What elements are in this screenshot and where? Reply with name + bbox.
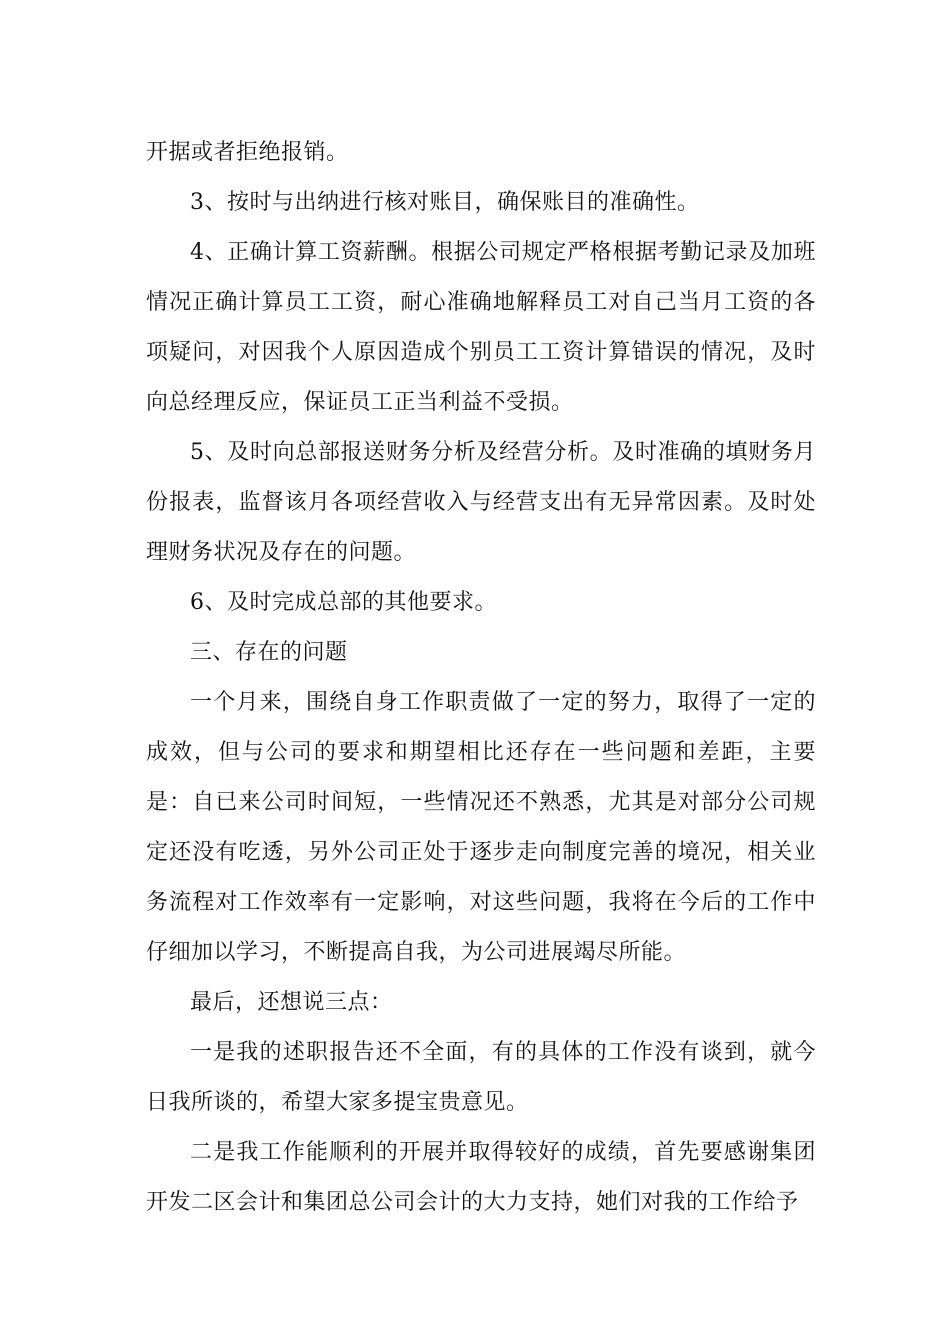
paragraph: 4、正确计算工资薪酬。根据公司规定严格根据考勤记录及加班情况正确计算员工工资，耐心准确地解释员工对自己当月工资的各项疑问，对因我个人原因造成个别员工工资计算错误的情况，及时向总经理反应，保证员工正当利益不受损。 — [146, 240, 816, 415]
paragraph: 二是我工作能顺利的开展并取得较好的成绩，首先要感谢集团开发二区会计和集团总公司会计的大力支持，她们对我的工作给予 — [146, 1140, 816, 1215]
document-body — [146, 128, 816, 1228]
paragraph: 开据或者拒绝报销。 — [146, 140, 349, 165]
paragraph: 5、及时向总部报送财务分析及经营分析。及时准确的填财务月份报表，监督该月各项经营收入与经营支出有无异常因素。及时处理财务状况及存在的问题。 — [146, 440, 816, 565]
section-heading: 三、存在的问题 — [190, 640, 348, 665]
paragraph: 3、按时与出纳进行核对账目，确保账目的准确性。 — [190, 190, 700, 215]
paragraph: 一个月来，围绕自身工作职责做了一定的努力，取得了一定的成效，但与公司的要求和期望相比还存在一些问题和差距，主要是：自已来公司时间短，一些情况还不熟悉，尤其是对部分公司规定还没有吃透，另外公司正处于逐步走向制度完善的境况，相关业务流程对工作效率有一定影响，对这些问题，我将在今后的工作中仔细加以学习，不断提高自我，为公司进展竭尽所能。 — [146, 690, 816, 965]
paragraph: 6、及时完成总部的其他要求。 — [190, 590, 497, 615]
paragraph: 一是我的述职报告还不全面，有的具体的工作没有谈到，就今日我所谈的，希望大家多提宝贵意见。 — [146, 1040, 816, 1115]
paragraph: 最后，还想说三点： — [190, 990, 393, 1015]
